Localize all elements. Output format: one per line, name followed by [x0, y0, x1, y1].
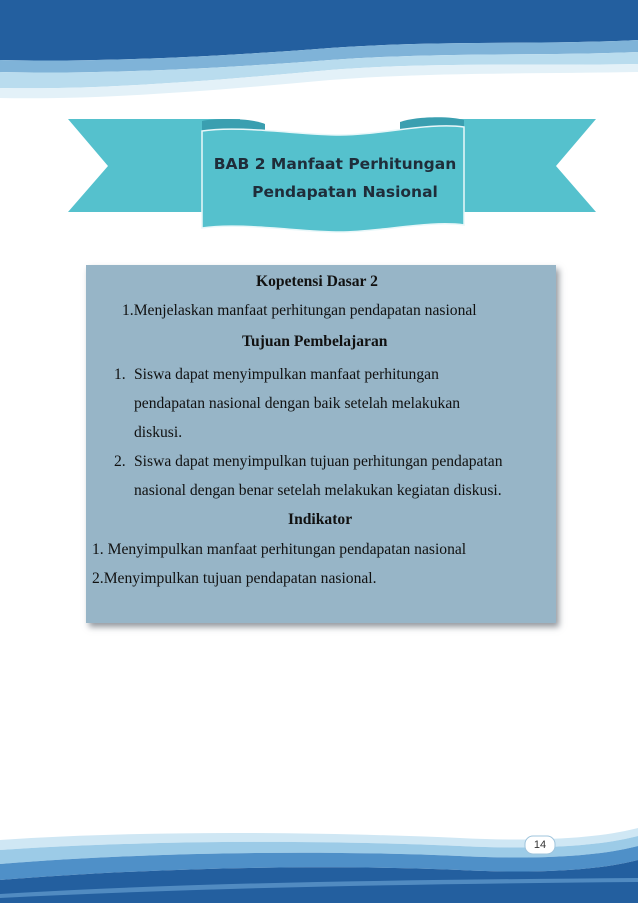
indikator-heading: Indikator [288, 511, 353, 528]
tujuan-item-1-number: 1. [114, 366, 126, 383]
chapter-title-line-1: BAB 2 Manfaat Perhitungan [213, 155, 457, 173]
tujuan-item-2-number: 2. [114, 453, 126, 470]
indikator-item-2: 2.Menyimpulkan tujuan pendapatan nasional. [92, 570, 377, 587]
indikator-item-1: 1. Menyimpulkan manfaat perhitungan pendapatan nasional [92, 541, 467, 558]
chapter-title-line-2: Pendapatan Nasional [252, 183, 438, 201]
kd-heading: Kopetensi Dasar 2 [256, 273, 378, 290]
tujuan-heading: Tujuan Pembelajaran [242, 333, 388, 350]
tujuan-item-1-line-2: pendapatan nasional dengan baik setelah melakukan [134, 395, 461, 412]
tujuan-item-2-line-2: nasional dengan benar setelah melakukan kegiatan diskusi. [134, 482, 502, 499]
page-number: 14 [533, 839, 547, 851]
tujuan-item-2-line-1: Siswa dapat menyimpulkan tujuan perhitungan pendapatan [134, 453, 503, 470]
tujuan-item-1-line-3: diskusi. [134, 424, 183, 441]
tujuan-item-1-line-1: Siswa dapat menyimpulkan manfaat perhitungan [134, 366, 439, 383]
kd-item: 1.Menjelaskan manfaat perhitungan pendapatan nasional [122, 302, 477, 319]
